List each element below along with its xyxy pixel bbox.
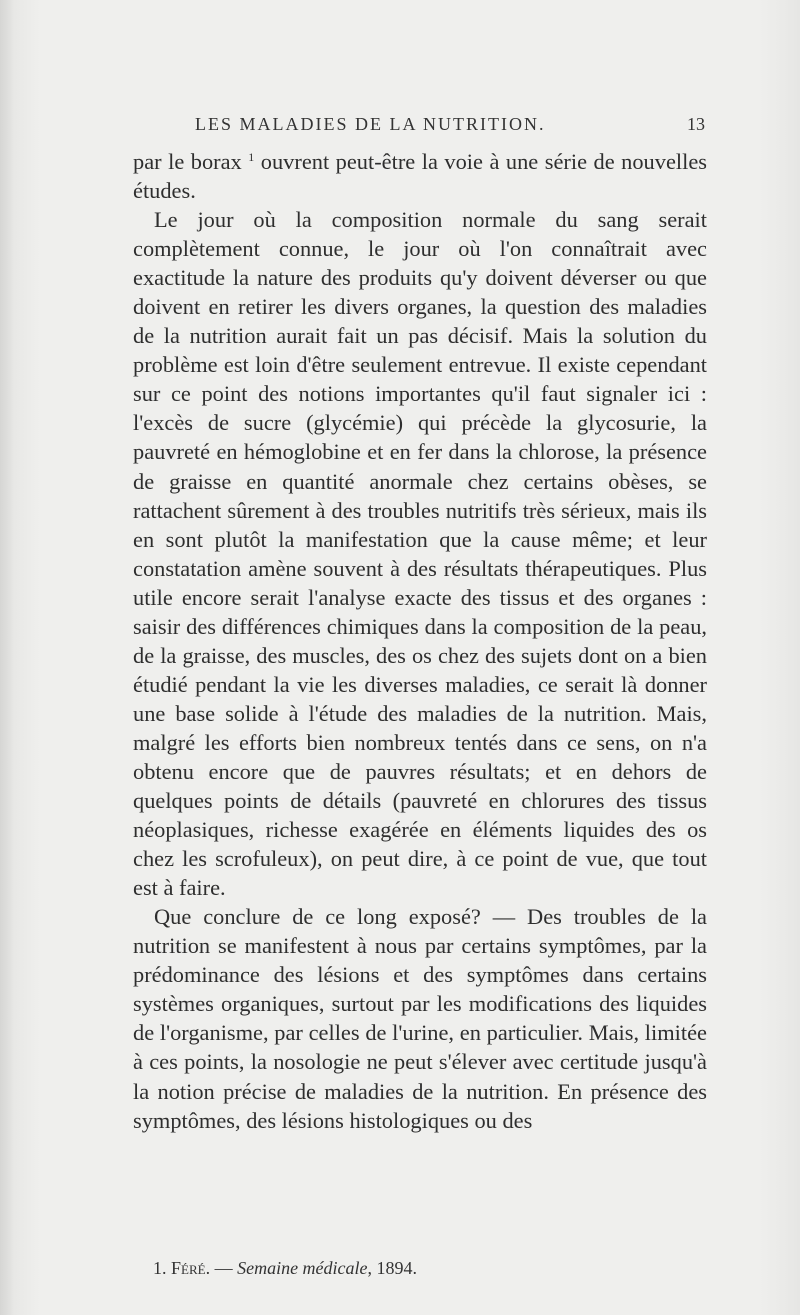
footnote-number: 1. xyxy=(153,1258,167,1278)
footnote-journal: Semaine médicale xyxy=(237,1258,368,1278)
running-title: LES MALADIES DE LA NUTRITION. xyxy=(195,114,546,134)
paragraph-1-start: par le borax xyxy=(133,149,242,174)
body-text xyxy=(133,147,707,1135)
paragraph-1-end: ouvrent peut-être la voie à une série de nouvelles études. xyxy=(133,149,707,204)
binding-shadow xyxy=(0,0,14,1315)
footnote-reference[interactable]: 1 xyxy=(248,150,255,164)
footnote xyxy=(153,1257,713,1279)
paragraph-2: Le jour où la composition normale du sang serait complètement connue, le jour où l'on connaîtrait avec exactitude la nature des produits qu'y doivent déverser ou que doivent en retirer les divers organes, la question des maladies de la nutrition aurait fait un pas décisif. Mais la solution du problème est loin d'être seulement entrevue. Il existe cependant sur ce point des notions importantes qu'il faut signaler ici : l'excès de sucre (glycémie) qui précède la glycosurie, la pauvreté en hémoglobine et en fer dans la chlorose, la présence de graisse en quantité anormale chez certains obèses, se rattachent sûrement à des troubles nutritifs très sérieux, mais ils en sont plutôt la manifestation que la cause même; et leur constatation amène souvent à des résultats thérapeutiques. Plus utile encore serait l'analyse exacte des tissus et des organes : saisir des différences chimiques dans la composition de la peau, de la graisse, des muscles, des os chez des sujets dont on a bien étudié pendant la vie les diverses maladies, ce serait là donner une base solide à l'étude des maladies de la nutrition. Mais, malgré les efforts bien nombreux tentés dans ce sens, on n'a obtenu encore que de pauvres résultats; et en dehors de quelques points de détails (pauvreté en chlorures des tissus néoplasiques, richesse exagérée en éléments liquides des os chez les scrofuleux), on peut dire, à ce point de vue, que tout est à faire. xyxy=(133,207,707,901)
footnote-year: , 1894. xyxy=(367,1258,418,1278)
paragraph-3: Que conclure de ce long exposé? — Des troubles de la nutrition se manifestent à nous par certains symptômes, par la prédominance des lésions et des symptômes dans certains systèmes organiques, surtout par les modifications des liquides de l'organisme, par celles de l'urine, en particulier. Mais, limitée à ces points, la nosologie ne peut s'élever avec certitude jusqu'à la notion précise de maladies de la nutrition. En présence des symptômes, des lésions histologiques ou des xyxy=(133,904,707,1133)
page-number: 13 xyxy=(687,114,705,134)
footnote-separator: — xyxy=(210,1258,238,1278)
footnote-author: Féré. xyxy=(171,1258,211,1278)
paragraph-1 xyxy=(133,147,707,205)
